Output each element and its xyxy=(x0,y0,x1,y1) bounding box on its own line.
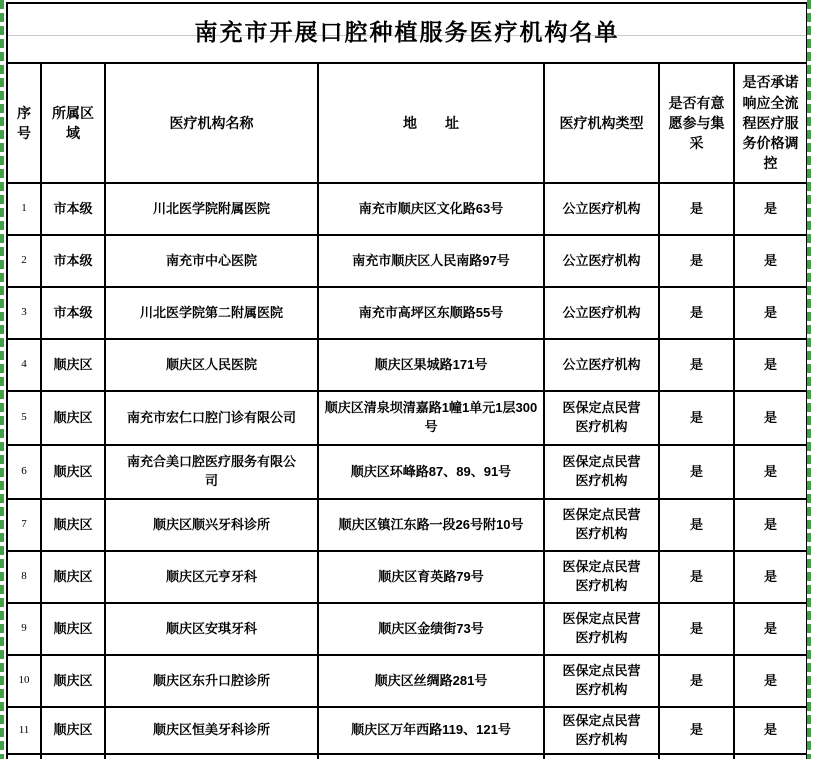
cell-region: 顺庆区 xyxy=(42,708,106,755)
cell-no: 2 xyxy=(8,236,42,288)
page-break-line-left xyxy=(0,0,4,759)
cell-willing: 是 xyxy=(660,184,735,236)
cell-commit: 是 xyxy=(735,288,808,340)
cell-commit: 是 xyxy=(735,604,808,656)
cell-name: 顺庆区东升口腔诊所 xyxy=(106,656,319,708)
column-header-willing: 是否有意愿参与集采 xyxy=(660,64,735,184)
cell-commit: 是 xyxy=(735,392,808,446)
cell-willing: 是 xyxy=(660,552,735,604)
cell-region: 顺庆区 xyxy=(42,446,106,500)
cell-name: 川北医学院附属医院 xyxy=(106,184,319,236)
cell-type: 公立医疗机构 xyxy=(545,236,660,288)
cell-address: 顺庆区清泉坝清嘉路1幢1单元1层300号 xyxy=(319,392,545,446)
cell-address: 顺庆区万年西路119、121号 xyxy=(319,708,545,755)
column-header-name: 医疗机构名称 xyxy=(106,64,319,184)
cell-commit: 是 xyxy=(735,552,808,604)
partial-row-cell xyxy=(735,755,808,759)
cell-address: 顺庆区丝绸路281号 xyxy=(319,656,545,708)
cell-no: 8 xyxy=(8,552,42,604)
cell-region: 顺庆区 xyxy=(42,340,106,392)
cell-commit: 是 xyxy=(735,708,808,755)
cell-name: 顺庆区顺兴牙科诊所 xyxy=(106,500,319,552)
partial-row-cell xyxy=(106,755,319,759)
partial-row-cell xyxy=(8,755,42,759)
cell-region: 顺庆区 xyxy=(42,392,106,446)
cell-no: 7 xyxy=(8,500,42,552)
cell-region: 顺庆区 xyxy=(42,500,106,552)
cell-commit: 是 xyxy=(735,446,808,500)
cell-name: 顺庆区恒美牙科诊所 xyxy=(106,708,319,755)
cell-name: 南充市中心医院 xyxy=(106,236,319,288)
partial-row-cell xyxy=(660,755,735,759)
cell-willing: 是 xyxy=(660,340,735,392)
cell-region: 顺庆区 xyxy=(42,552,106,604)
cell-region: 市本级 xyxy=(42,184,106,236)
cell-no: 9 xyxy=(8,604,42,656)
cell-willing: 是 xyxy=(660,392,735,446)
cell-no: 6 xyxy=(8,446,42,500)
cell-commit: 是 xyxy=(735,656,808,708)
cell-no: 11 xyxy=(8,708,42,755)
cell-name: 顺庆区安琪牙科 xyxy=(106,604,319,656)
cell-address: 南充市顺庆区人民南路97号 xyxy=(319,236,545,288)
cell-region: 顺庆区 xyxy=(42,604,106,656)
cell-type: 医保定点民营医疗机构 xyxy=(545,552,660,604)
cell-name: 顺庆区人民医院 xyxy=(106,340,319,392)
cell-no: 1 xyxy=(8,184,42,236)
cell-commit: 是 xyxy=(735,236,808,288)
cell-willing: 是 xyxy=(660,604,735,656)
cell-no: 10 xyxy=(8,656,42,708)
cell-no: 4 xyxy=(8,340,42,392)
cell-region: 市本级 xyxy=(42,236,106,288)
cell-address: 南充市顺庆区文化路63号 xyxy=(319,184,545,236)
cell-commit: 是 xyxy=(735,340,808,392)
cell-willing: 是 xyxy=(660,288,735,340)
partial-row-cell xyxy=(545,755,660,759)
page-break-line-right xyxy=(807,0,811,759)
cell-name: 南充市宏仁口腔门诊有限公司 xyxy=(106,392,319,446)
cell-type: 医保定点民营医疗机构 xyxy=(545,656,660,708)
column-header-region: 所属区域 xyxy=(42,64,106,184)
cell-type: 医保定点民营医疗机构 xyxy=(545,446,660,500)
cell-willing: 是 xyxy=(660,656,735,708)
column-header-no: 序号 xyxy=(8,64,42,184)
cell-willing: 是 xyxy=(660,446,735,500)
partial-row-cell xyxy=(319,755,545,759)
cell-address: 顺庆区环峰路87、89、91号 xyxy=(319,446,545,500)
cell-willing: 是 xyxy=(660,708,735,755)
partial-row-cell xyxy=(42,755,106,759)
cell-willing: 是 xyxy=(660,236,735,288)
cell-address: 顺庆区镇江东路一段26号附10号 xyxy=(319,500,545,552)
column-header-address: 地 址 xyxy=(319,64,545,184)
cell-type: 公立医疗机构 xyxy=(545,340,660,392)
column-header-commit: 是否承诺响应全流程医疗服务价格调控 xyxy=(735,64,808,184)
column-header-type: 医疗机构类型 xyxy=(545,64,660,184)
cell-address: 顺庆区育英路79号 xyxy=(319,552,545,604)
cell-type: 公立医疗机构 xyxy=(545,288,660,340)
cell-type: 公立医疗机构 xyxy=(545,184,660,236)
cell-no: 5 xyxy=(8,392,42,446)
cell-region: 顺庆区 xyxy=(42,656,106,708)
cell-no: 3 xyxy=(8,288,42,340)
cell-willing: 是 xyxy=(660,500,735,552)
cell-type: 医保定点民营医疗机构 xyxy=(545,500,660,552)
cell-address: 顺庆区果城路171号 xyxy=(319,340,545,392)
cell-commit: 是 xyxy=(735,184,808,236)
cell-commit: 是 xyxy=(735,500,808,552)
cell-address: 顺庆区金绩街73号 xyxy=(319,604,545,656)
cell-type: 医保定点民营医疗机构 xyxy=(545,392,660,446)
cell-address: 南充市高坪区东顺路55号 xyxy=(319,288,545,340)
page-title: 南充市开展口腔种植服务医疗机构名单 xyxy=(8,4,808,64)
cell-type: 医保定点民营医疗机构 xyxy=(545,604,660,656)
cell-name: 顺庆区元亨牙科 xyxy=(106,552,319,604)
cell-name: 川北医学院第二附属医院 xyxy=(106,288,319,340)
cell-region: 市本级 xyxy=(42,288,106,340)
cell-type: 医保定点民营医疗机构 xyxy=(545,708,660,755)
cell-name: 南充合美口腔医疗服务有限公司 xyxy=(106,446,319,500)
institutions-table xyxy=(6,2,808,759)
